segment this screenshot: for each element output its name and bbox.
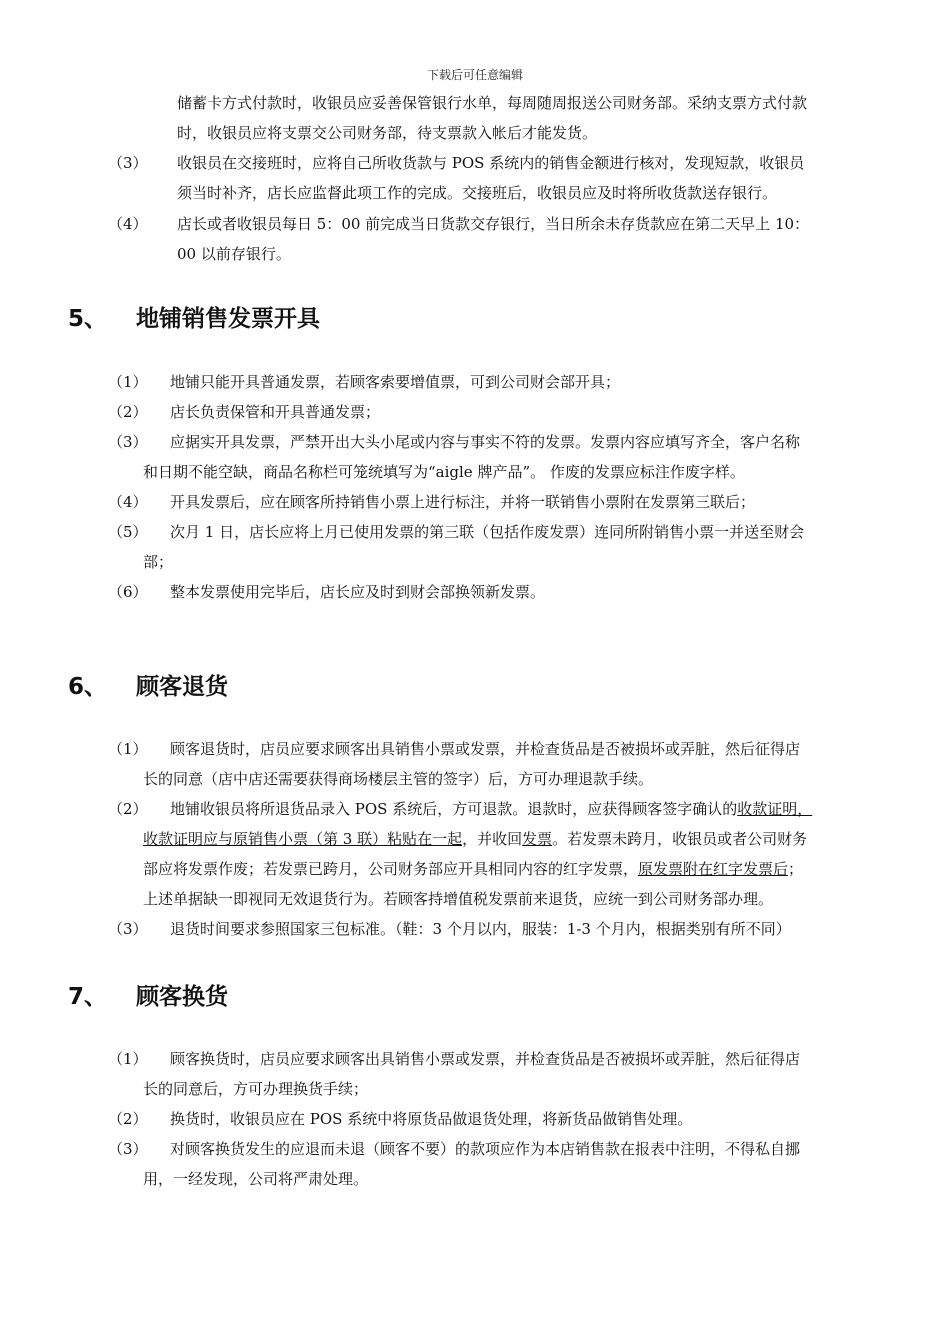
underlined-text: 发票 xyxy=(522,830,553,848)
item-text: 次月 1 日，店长应将上月已使用发票的第三联（包括作废发票）连同所附销售小票一并送至财会 xyxy=(170,523,805,541)
item-text: 顾客退货时，店员应要求顾客出具销售小票或发票，并检查货品是否被损坏或弄脏，然后征得店 xyxy=(170,740,801,758)
item-number: （3） xyxy=(108,1140,148,1158)
section-number: 6、 xyxy=(68,674,108,700)
item-number: （2） xyxy=(108,1110,148,1128)
item-text-continued: 部； xyxy=(143,553,174,571)
underlined-text: 原发票附在红字发票后 xyxy=(638,860,789,878)
section-heading xyxy=(68,978,228,1011)
section-heading xyxy=(68,300,320,333)
item-number: （2） xyxy=(108,403,148,421)
text-run: 部应将发票作废；若发票已跨月，公司财务部应开具相同内容的红字发票， xyxy=(143,860,639,878)
item-text-continued: 和日期不能空缺，商品名称栏可笼统填写为“aigle 牌产品”。 作废的发票应标注作废字样。 xyxy=(143,463,745,481)
item-text: 退货时间要求参照国家三包标准。（鞋：3 个月以内，服装：1-3 个月内，根据类别有所不同） xyxy=(170,920,791,938)
item-text-continued: 用，一经发现，公司将严肃处理。 xyxy=(143,1170,369,1188)
section-title: 顾客退货 xyxy=(136,674,228,700)
item-number: （1） xyxy=(108,740,148,758)
item-number: （2） xyxy=(108,800,148,818)
paragraph-line: 店长或者收银员每日 5：00 前完成当日货款交存银行，当日所余未存货款应在第二天早上 10： xyxy=(177,215,810,233)
text-run: 地铺收银员将所退货品录入 POS 系统后，方可退款。退款时，应获得顾客签字确认的 xyxy=(170,800,738,818)
item-text: 开具发票后，应在顾客所持销售小票上进行标注，并将一联销售小票附在发票第三联后； xyxy=(170,493,756,511)
underlined-text: 收款证明， xyxy=(737,800,813,818)
item-text: 店长负责保管和开具普通发票； xyxy=(170,403,381,421)
item-text xyxy=(170,794,812,824)
section-title: 地铺销售发票开具 xyxy=(136,306,320,332)
item-number: （4） xyxy=(108,493,148,511)
item-number: （1） xyxy=(108,1050,148,1068)
text-run: ，并收回 xyxy=(462,830,523,848)
item-text: 应据实开具发票，严禁开出大头小尾或内容与事实不符的发票。发票内容应填写齐全，客户名称 xyxy=(170,433,801,451)
item-text-continued: 长的同意（店中店还需要获得商场楼层主管的签字）后，方可办理退款手续。 xyxy=(143,770,654,788)
item-number: （3） xyxy=(108,920,148,938)
item-text-continued: 长的同意后，方可办理换货手续； xyxy=(143,1080,369,1098)
text-run: ； xyxy=(788,860,804,878)
paragraph-line: 收银员在交接班时，应将自己所收货款与 POS 系统内的销售金额进行核对，发现短款，收银员 xyxy=(177,154,805,172)
item-text-continued xyxy=(143,854,803,884)
item-number: （3） xyxy=(108,433,148,451)
paragraph-line: 时，收银员应将支票交公司财务部，待支票款入帐后才能发货。 xyxy=(177,124,598,142)
section-heading xyxy=(68,668,228,701)
paragraph-line: 须当时补齐，店长应监督此项工作的完成。交接班后，收银员应及时将所收货款送存银行。 xyxy=(177,184,778,202)
item-text: 顾客换货时，店员应要求顾客出具销售小票或发票，并检查货品是否被损坏或弄脏，然后征得店 xyxy=(170,1050,801,1068)
underlined-text: 收款证明应与原销售小票（第 3 联）粘贴在一起 xyxy=(143,830,463,848)
item-number: （5） xyxy=(108,523,148,541)
section-number: 7、 xyxy=(68,984,108,1010)
item-number: （3） xyxy=(108,154,148,172)
item-text: 整本发票使用完毕后，店长应及时到财会部换领新发票。 xyxy=(170,583,546,601)
item-text: 地铺只能开具普通发票，若顾客索要增值票，可到公司财会部开具； xyxy=(170,373,621,391)
paragraph-line: 储蓄卡方式付款时，收银员应妥善保管银行水单，每周随周报送公司财务部。采纳支票方式付款 xyxy=(177,94,808,112)
item-text: 换货时，收银员应在 POS 系统中将原货品做退货处理，将新货品做销售处理。 xyxy=(170,1110,693,1128)
text-run: 。若发票未跨月，收银员或者公司财务 xyxy=(552,830,808,848)
item-number: （6） xyxy=(108,583,148,601)
page-header: 下载后可任意编辑 xyxy=(426,68,523,82)
item-number: （1） xyxy=(108,373,148,391)
section-number: 5、 xyxy=(68,306,108,332)
paragraph-line: 00 以前存银行。 xyxy=(177,245,291,263)
item-text-continued: 上述单据缺一即视同无效退货行为。若顾客持增值税发票前来退货，应统一到公司财务部办理。 xyxy=(143,890,774,908)
section-title: 顾客换货 xyxy=(136,984,228,1010)
item-text-continued xyxy=(143,824,807,854)
item-number: （4） xyxy=(108,215,148,233)
item-text: 对顾客换货发生的应退而未退（顾客不要）的款项应作为本店销售款在报表中注明，不得私自挪 xyxy=(170,1140,801,1158)
